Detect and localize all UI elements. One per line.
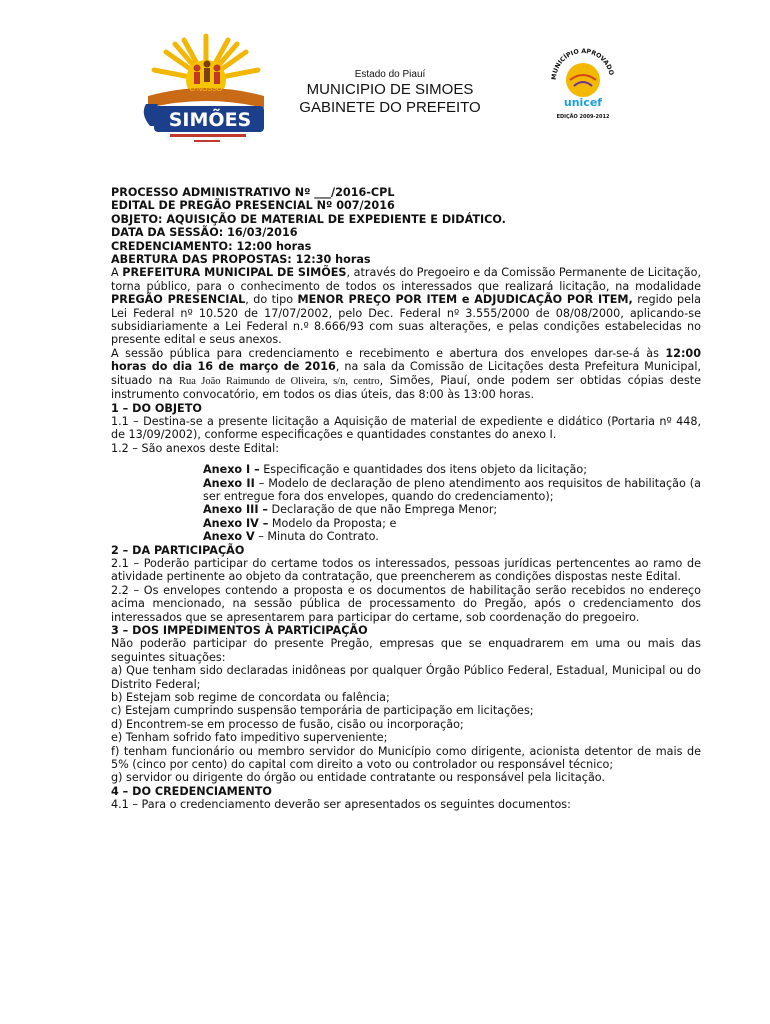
svg-text:EDIÇÃO 2009-2012: EDIÇÃO 2009-2012	[556, 114, 610, 120]
impediment-item: d) Encontrem-se em processo de fusão, cisão ou incorporação;	[111, 717, 464, 731]
impediment-item: f) tenham funcionário ou membro servidor do Município como dirigente, acionista detentor de mais de 5% (cinco por cento) do capital com direito a voto ou controlador ou responsável técnico;	[111, 744, 701, 772]
session-paragraph	[111, 347, 701, 402]
session-text: , na sala da Comissão de Licitações desta Prefeitura Municipal, situado na	[111, 360, 701, 387]
annex-label: Anexo IV –	[203, 516, 269, 530]
impediment-item: g) servidor ou dirigente do órgão ou entidade contratante ou responsável pela licitação.	[111, 771, 606, 785]
section-title: 2 – DA PARTICIPAÇÃO	[111, 543, 245, 557]
clause-4-1: 4.1 – Para o credenciamento deverão ser apresentados os seguintes documentos:	[111, 798, 571, 812]
annex-label: Anexo II	[203, 476, 255, 490]
impediment-item: c) Estejam cumprindo suspensão temporária de participação em licitações;	[111, 704, 534, 718]
annex-label: Anexo V	[203, 530, 255, 544]
annex-text: – Minuta do Contrato.	[254, 530, 379, 544]
intro-text: , através do Pregoeiro e da Comissão Permanente de Licitação, torna público, para o conhecimento de todos os interessados que realizará licitação, na modalidade	[111, 266, 701, 293]
clause-2-2: 2.2 – Os envelopes contendo a proposta e os documentos de habilitação serão recebidos no endereço acima mencionado, na sessão pública de processamento do Pregão, após o credenciamento dos interessados que se apresentarem para participar do certame, sob coordenação do pregoeiro.	[111, 583, 701, 624]
process-number: PROCESSO ADMINISTRATIVO Nº ___/2016-CPL	[111, 186, 395, 199]
annex-text: Modelo da Proposta; e	[268, 516, 397, 530]
intro-text: , do tipo	[245, 293, 298, 307]
clause-1-1	[111, 415, 701, 442]
section-title: 3 – DOS IMPEDIMENTOS À PARTICIPAÇÃO	[111, 624, 368, 637]
annex-text: Declaração de que não Emprega Menor;	[267, 503, 498, 517]
annex-item	[203, 530, 701, 543]
svg-text:MUNICÍPIO APROVADO: MUNICÍPIO APROVADO	[550, 47, 615, 81]
annex-text: Especificação e quantidades dos itens objeto da licitação;	[259, 463, 587, 477]
clause-3-intro: Não poderão participar do presente Pregão, empresas que se enquadrarem em uma ou mais das seguintes situações:	[111, 637, 701, 664]
clause-1-2: 1.2 – São anexos deste Edital:	[111, 441, 280, 455]
edital-number: EDITAL DE PREGÃO PRESENCIAL Nº 007/2016	[111, 199, 395, 213]
impediment-item: b) Estejam sob regime de concordata ou falência;	[111, 691, 390, 705]
simoes-municipal-logo-icon	[140, 30, 272, 148]
unicef-seal-icon	[548, 40, 618, 126]
session-text: , Simões, Piauí, onde podem ser obtidas cópias deste instrumento convocatório, em todos os dias úteis, das 8:00 às 13:00 horas.	[111, 373, 701, 402]
annex-label: Anexo III –	[203, 503, 268, 517]
svg-text:O NOSSO: O NOSSO	[189, 86, 223, 93]
state-name: Estado do Piauí	[354, 69, 426, 80]
intro-bold: PREGÃO PRESENCIAL	[111, 293, 246, 307]
document-header	[290, 68, 490, 117]
municipality-name: MUNICIPIO DE SIMOES	[306, 81, 474, 98]
session-text: A sessão pública para credenciamento e recebimento e abertura dos envelopes dar-se-á às	[111, 346, 666, 360]
clause-2-1: 2.1 – Poderão participar do certame todos os interessados, pessoas jurídicas pertencentes ao ramo de atividade pertinente ao objeto da contratação, que preencherem as condições dispostas neste Edital.	[111, 556, 701, 584]
edital-object: OBJETO: AQUISIÇÃO DE MATERIAL DE EXPEDIENTE E DIDÁTICO.	[111, 212, 506, 226]
annex-item	[203, 477, 701, 504]
impediment-item: a) Que tenham sido declaradas inidôneas por qualquer Órgão Público Federal, Estadual, Municipal ou do Distrito Federal;	[111, 664, 701, 691]
annex-item	[203, 463, 701, 476]
annex-label: Anexo I –	[203, 463, 260, 477]
document-body	[111, 186, 701, 812]
section-title: 1 – DO OBJETO	[111, 401, 202, 415]
credentialing-time: CREDENCIAMENTO: 12:00 horas	[111, 239, 312, 253]
annex-text: – Modelo de declaração de pleno atendimento aos requisitos de habilitação (a ser entregue fora dos envelopes, quando do credenciamento);	[203, 476, 701, 503]
annex-item	[203, 503, 701, 516]
intro-bold: MENOR PREÇO POR ITEM e ADJUDICAÇÃO POR ITEM,	[297, 293, 633, 307]
impediment-item: e) Tenham sofrido fato impeditivo superveniente;	[111, 731, 388, 745]
intro-text: A	[111, 266, 123, 280]
intro-paragraph	[111, 266, 701, 346]
annex-list	[203, 463, 701, 543]
svg-text:SIMÕES: SIMÕES	[168, 109, 252, 131]
svg-text:unicef: unicef	[563, 96, 603, 109]
annex-item	[203, 517, 701, 530]
clause-number: 1.1 –	[111, 414, 144, 428]
session-bold: 12:00 horas do dia 16 de março de 2016	[111, 346, 701, 374]
session-address: Rua João Raimundo de Oliveira, s/n, centro	[178, 375, 380, 387]
section-title: 4 – DO CREDENCIAMENTO	[111, 784, 272, 798]
intro-text: regido pela Lei Federal nº 10.520 de 17/07/2002, pelo Dec. Federal nº 3.555/2000 de 08/08/2000, aplicando-se subsidiariamente a Lei Federal n.º 8.666/93 com suas alterações, e pelas condições estabelecidas no presente edital e seus anexos.	[111, 293, 702, 347]
intro-bold: PREFEITURA MUNICIPAL DE SIMÕES	[122, 266, 347, 280]
clause-text: Destina-se a presente licitação a Aquisição de material de expediente e didático (Portaria nº 448, de 13/09/2002), conforme especificações e quantidades constantes do anexo I.	[111, 414, 702, 442]
office-name: GABINETE DO PREFEITO	[299, 99, 481, 116]
proposals-opening-time: ABERTURA DAS PROPOSTAS: 12:30 horas	[111, 253, 371, 267]
session-date: DATA DA SESSÃO: 16/03/2016	[111, 226, 298, 240]
